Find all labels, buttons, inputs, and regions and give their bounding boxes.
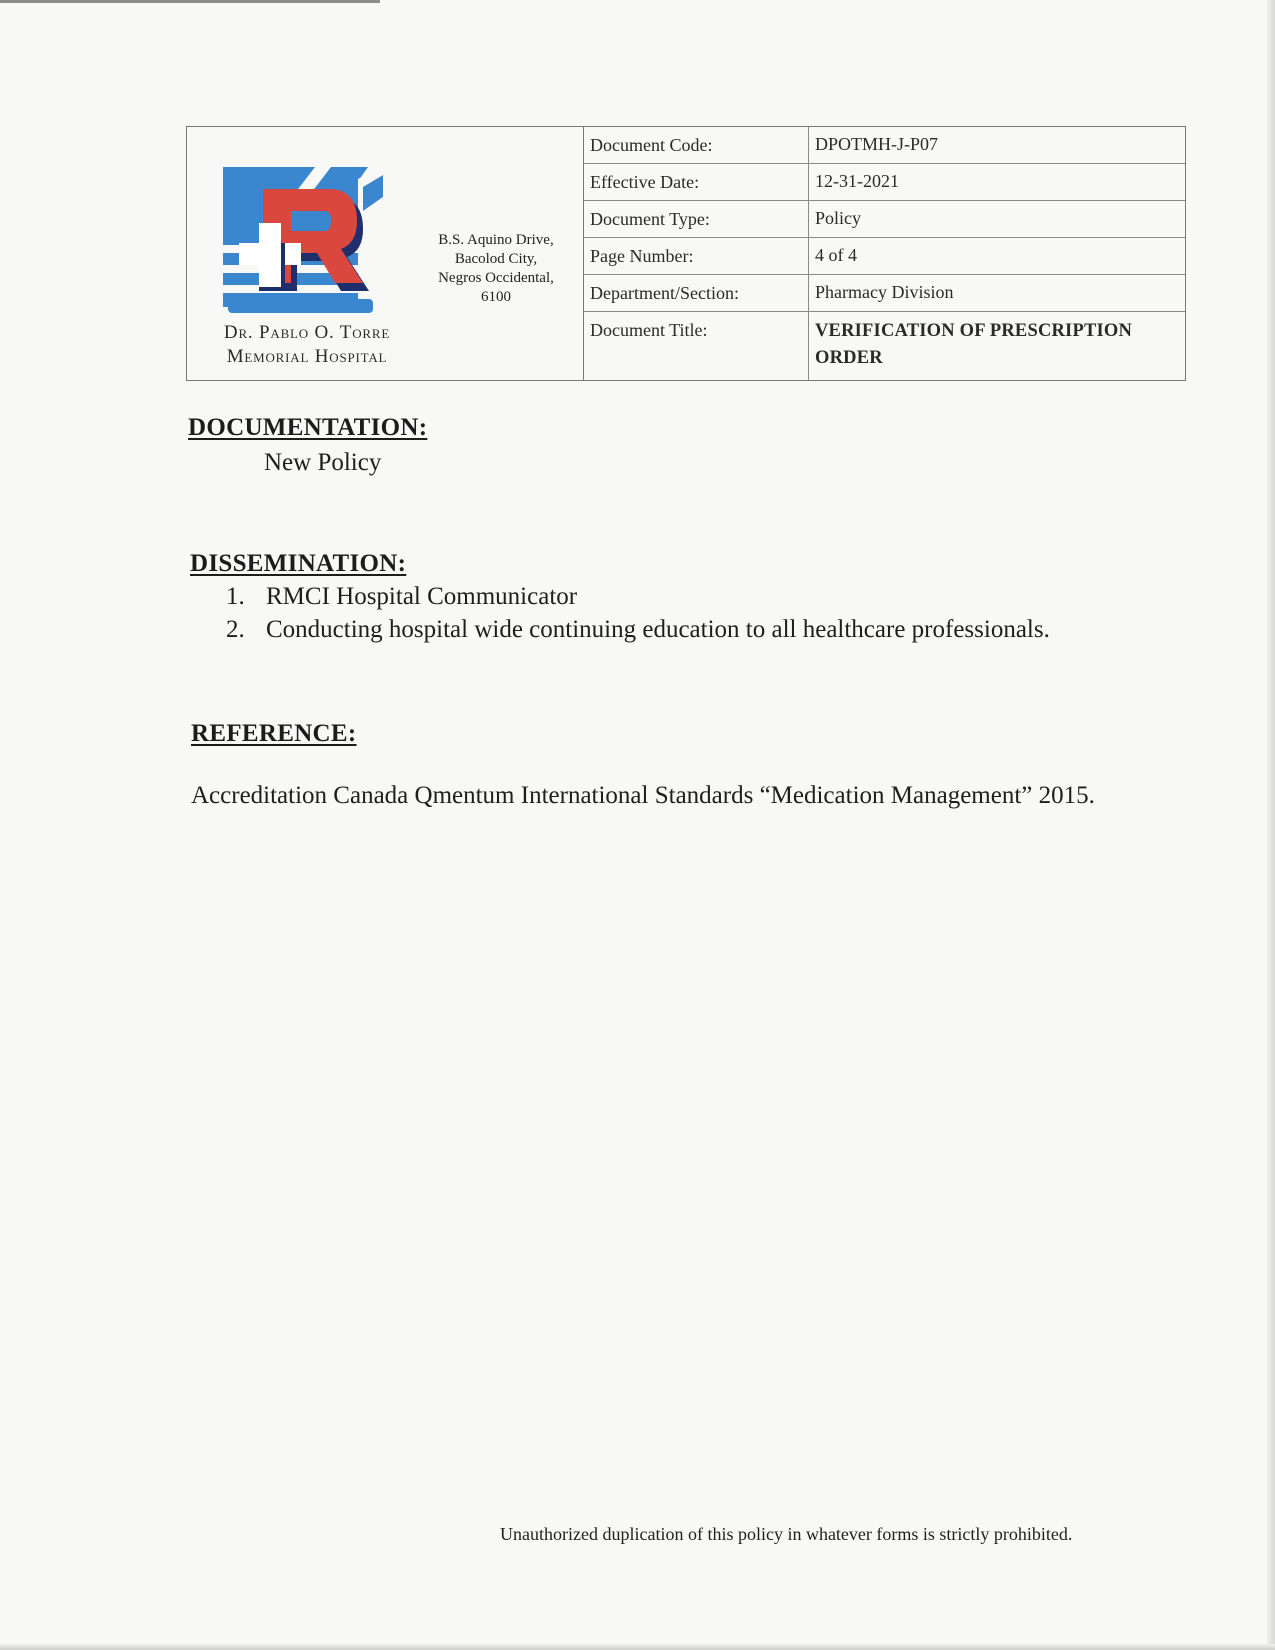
list-item-number: 1. [226, 583, 245, 610]
list-item-text: RMCI Hospital Communicator [266, 583, 578, 610]
info-row-document-code [584, 127, 1185, 164]
documentation-heading: DOCUMENTATION: [188, 414, 428, 441]
info-row-page-number [584, 238, 1185, 275]
info-row-effective-date [584, 164, 1185, 201]
hospital-name-line2: Memorial Hospital [226, 346, 388, 367]
list-item-text: Conducting hospital wide continuing education to all healthcare professionals. [266, 616, 1050, 643]
list-item [226, 613, 1050, 646]
document-info-table [584, 127, 1185, 380]
info-value: 4 of 4 [815, 245, 857, 265]
info-row-document-type [584, 201, 1185, 238]
address-line3: Negros Occidental, [438, 270, 554, 286]
list-item-number: 2. [226, 616, 245, 643]
info-row-document-title [584, 312, 1185, 380]
list-item [226, 580, 1050, 613]
document-header [186, 126, 1186, 381]
scan-edge-top [0, 0, 380, 3]
documentation-text: New Policy [264, 449, 382, 476]
info-row-department [584, 275, 1185, 312]
hospital-name-line1: Dr. Pablo O. Torre [223, 322, 391, 343]
scan-edge-bottom [0, 1644, 1275, 1650]
info-label: Department/Section: [584, 275, 809, 311]
info-label: Effective Date: [584, 164, 809, 200]
info-value: Policy [815, 208, 862, 228]
dissemination-list [226, 580, 1050, 646]
info-value: 12-31-2021 [815, 171, 899, 191]
hospital-logo-icon [223, 167, 383, 319]
info-value: Pharmacy Division [815, 282, 954, 302]
info-label: Document Type: [584, 201, 809, 237]
info-label: Document Code: [584, 127, 809, 163]
address-line4: 6100 [481, 289, 511, 305]
document-title-value: VERIFICATION OF PRESCRIPTION ORDER [815, 321, 1133, 368]
address-line2: Bacolod City, [454, 251, 538, 267]
scan-edge-right [1267, 0, 1275, 1650]
address-line1: B.S. Aquino Drive, [438, 232, 554, 248]
info-label: Document Title: [584, 312, 809, 380]
dissemination-heading: DISSEMINATION: [190, 550, 407, 577]
reference-text: Accreditation Canada Qmentum International Standards “Medication Management” 2015. [191, 782, 1095, 809]
footer-disclaimer: Unauthorized duplication of this policy in whatever forms is strictly prohibited. [500, 1524, 1073, 1544]
reference-heading: REFERENCE: [191, 720, 357, 747]
hospital-identity [187, 127, 584, 380]
info-value: DPOTMH-J-P07 [815, 134, 939, 154]
hospital-address [421, 231, 571, 307]
hospital-name [191, 321, 423, 369]
info-label: Page Number: [584, 238, 809, 274]
